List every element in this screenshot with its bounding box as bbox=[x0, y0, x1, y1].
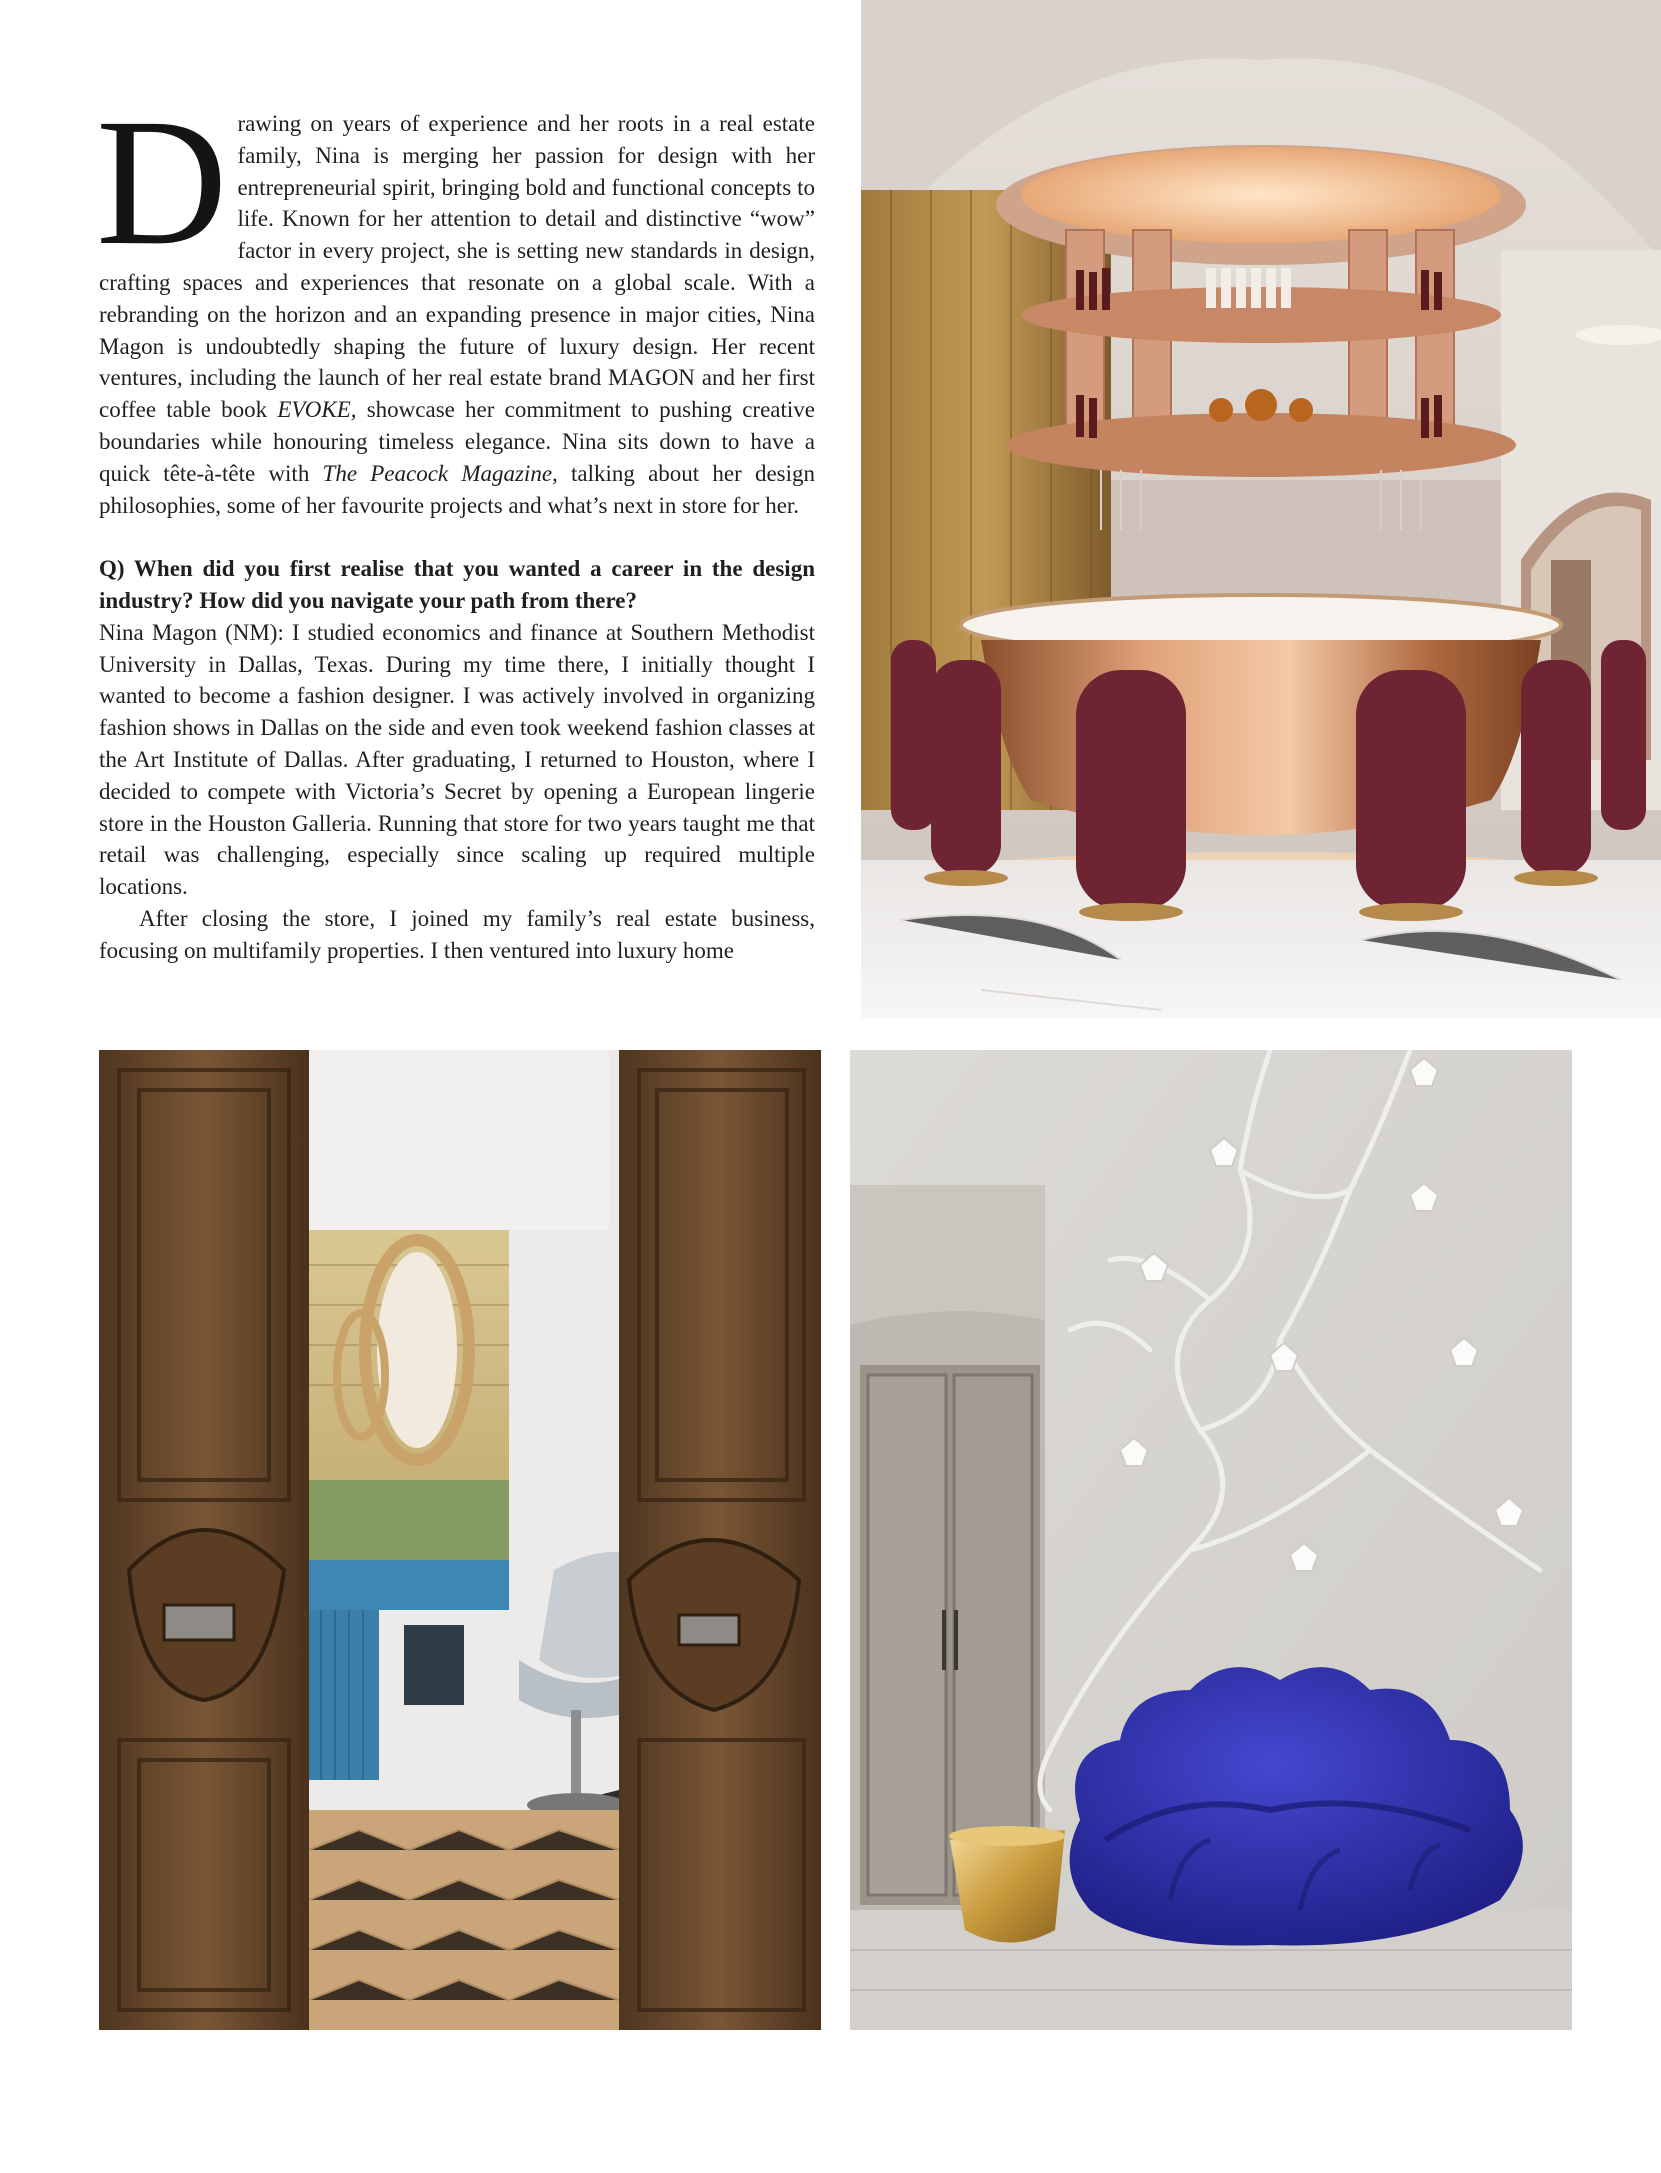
intro-text-3: talking about her design philosophies, some of her favourite projects and what’s next in store for her. bbox=[99, 460, 815, 518]
answer-paragraph-2: After closing the store, I joined my family’s real estate business, focusing on multifamily properties. I then ventured into luxury home bbox=[99, 905, 815, 963]
intro-paragraph bbox=[96, 82, 815, 521]
answer-paragraph-1: Nina Magon (NM): I studied economics and finance at Southern Methodist University in Dallas, Texas. During my time there, I initially thought I wanted to become a fashion designer. I was actively involved in organizing fashion shows in Dallas on the side and even took weekend fashion classes at the Art Institute of Dallas. After graduating, I returned to Houston, where I decided to compete with Victoria’s Secret by opening a European lingerie store in the Houston Galleria. Running that store for two years taught me that retail was challenging, especially since scaling up required multiple locations. bbox=[99, 619, 815, 900]
restaurant-bar-interior-photo bbox=[861, 0, 1661, 1018]
drop-cap: D bbox=[96, 82, 228, 283]
intro-text: rawing on years of experience and her roots in a real estate family, Nina is merging her passion for design with her entrepreneurial spirit, bringing bold and functional concepts to life. Known for her attention to detail and distinctive “wow” factor in every project, she is setting new standards in design, crafting spaces and experiences that resonate on a global scale. With a rebranding on the horizon and an expanding presence in major cities, Nina Magon is undoubtedly shaping the future of luxury design. Her recent ventures, including the launch of her real estate brand MAGON and her first coffee table book bbox=[99, 111, 815, 423]
book-title: EVOKE, bbox=[277, 397, 357, 423]
article-body bbox=[96, 82, 815, 967]
magazine-name: The Peacock Magazine, bbox=[322, 460, 558, 486]
intro-text-2: showcase her commitment to pushing creative boundaries while honouring timeless elegance. Nina sits down to have a quick tête-à-tête with bbox=[99, 397, 815, 486]
salon-through-carved-doors-photo bbox=[99, 1050, 821, 2030]
blue-sofa-and-vine-light-photo bbox=[850, 1050, 1572, 2030]
interview-question: Q) When did you first realise that you wanted a career in the design industry? How did you navigate your path from there? bbox=[99, 556, 815, 613]
